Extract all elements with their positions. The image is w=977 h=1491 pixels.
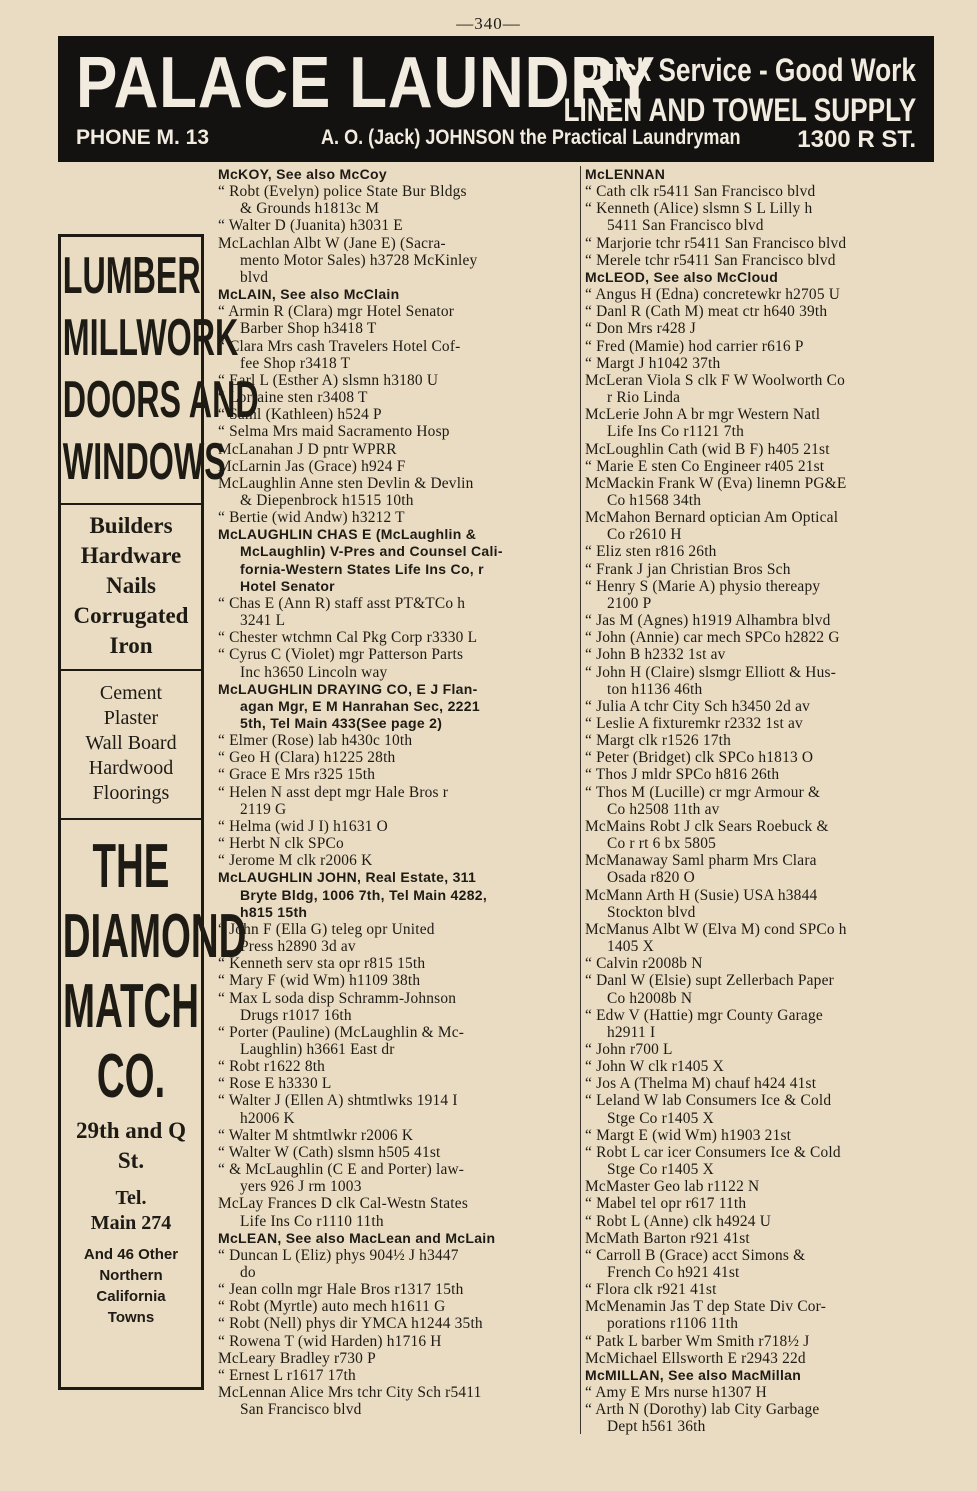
entry-line: porations r1106 11th bbox=[607, 1315, 739, 1333]
entry-line: McLaughlin) V-Pres and Counsel Cali- bbox=[240, 543, 503, 560]
directory-entry bbox=[585, 784, 937, 818]
directory-entry bbox=[218, 1127, 574, 1144]
ad-owner: A. O. (Jack) JOHNSON the Practical Laundryman bbox=[321, 126, 741, 149]
entry-line: “ Marjorie tchr r5411 San Francisco blvd bbox=[585, 234, 847, 252]
entry-line: “ John F (Ella G) teleg opr United bbox=[218, 920, 435, 938]
ad-tagline-1: Quick Service - Good Work bbox=[578, 52, 916, 88]
directory-entry bbox=[218, 441, 574, 458]
directory-entry bbox=[585, 441, 937, 458]
directory-entry bbox=[218, 235, 574, 286]
directory-entry bbox=[218, 406, 574, 423]
directory-entry bbox=[218, 183, 574, 217]
ad-materials-section bbox=[61, 671, 201, 820]
entry-line: “ Mabel tel opr r617 11th bbox=[585, 1195, 747, 1213]
directory-entry bbox=[585, 646, 937, 663]
directory-entry bbox=[218, 475, 574, 509]
directory-entry bbox=[585, 1178, 937, 1195]
ad-materials-line: Wall Board bbox=[85, 732, 177, 754]
entry-line: do bbox=[240, 1264, 256, 1281]
directory-entry bbox=[585, 252, 937, 269]
entry-line: “ Helen N asst dept mgr Hale Bros r bbox=[218, 783, 449, 801]
ad-hardware-line: Iron bbox=[109, 633, 153, 658]
entry-line: Bryte Bldg, 1006 7th, Tel Main 4282, bbox=[240, 886, 488, 903]
entry-line: Co h1568 34th bbox=[607, 491, 702, 509]
directory-entry bbox=[585, 1247, 937, 1281]
entry-line: 5411 San Francisco blvd bbox=[607, 217, 764, 235]
entry-line: “ Edw V (Hattie) mgr County Garage bbox=[585, 1006, 823, 1024]
directory-entry bbox=[585, 698, 937, 715]
entry-line: Co h2008b N bbox=[607, 989, 693, 1007]
directory-entry bbox=[585, 921, 937, 955]
directory-entry bbox=[218, 972, 574, 989]
entry-line: Stge Co r1405 X bbox=[607, 1109, 714, 1127]
directory-entry bbox=[218, 1350, 574, 1367]
directory-entry bbox=[585, 578, 937, 612]
entry-line: “ Eliz sten r816 26th bbox=[585, 543, 717, 561]
ad-match-towns-line: California bbox=[96, 1288, 166, 1305]
directory-entry bbox=[218, 835, 574, 852]
entry-line: “ John B h2332 1st av bbox=[585, 646, 726, 664]
directory-entry bbox=[585, 543, 937, 560]
directory-entry bbox=[585, 475, 937, 509]
directory-heading bbox=[218, 869, 574, 920]
directory-entry bbox=[585, 715, 937, 732]
directory-entry bbox=[585, 1195, 937, 1212]
ad-match-tel-line: Tel. bbox=[115, 1187, 147, 1209]
directory-entry bbox=[585, 338, 937, 355]
ad-match-address-line: 29th and Q bbox=[76, 1118, 186, 1143]
entry-line: McLAUGHLIN CHAS E (McLaughlin & bbox=[218, 526, 477, 543]
entry-line: “ Jos A (Thelma M) chauf h424 41st bbox=[585, 1075, 817, 1093]
entry-line: McLENNAN bbox=[585, 166, 666, 182]
directory-entry bbox=[585, 749, 937, 766]
ad-lumber-line: MILLWORK bbox=[62, 309, 239, 367]
entry-line: McMichael Ellsworth E r2943 22d bbox=[585, 1349, 806, 1367]
directory-entry bbox=[218, 1247, 574, 1281]
directory-entry bbox=[585, 561, 937, 578]
ad-materials-line: Plaster bbox=[103, 707, 159, 729]
entry-line: “ Lorraine sten r3408 T bbox=[218, 389, 368, 407]
directory-entry bbox=[585, 1350, 937, 1367]
directory-entry bbox=[585, 1075, 937, 1092]
directory-entry bbox=[218, 1367, 574, 1384]
entry-line: McManus Albt W (Elva M) cond SPCo h bbox=[585, 920, 847, 938]
directory-entry bbox=[585, 286, 937, 303]
entry-line: “ Margt E (wid Wm) h1903 21st bbox=[585, 1126, 792, 1144]
directory-entry bbox=[218, 749, 574, 766]
entry-line: McLanahan J D pntr WPRR bbox=[218, 440, 397, 458]
directory-heading bbox=[218, 286, 574, 303]
ad-tagline-2: LINEN AND TOWEL SUPPLY bbox=[563, 92, 916, 128]
directory-entry bbox=[585, 1230, 937, 1247]
entry-line: “ Marie E sten Co Engineer r405 21st bbox=[585, 457, 825, 475]
directory-entry bbox=[218, 338, 574, 372]
entry-line: Co h2508 11th av bbox=[607, 800, 720, 818]
entry-line: “ John r700 L bbox=[585, 1040, 673, 1058]
entry-line: “ Chas E (Ann R) staff asst PT&TCo h bbox=[218, 594, 466, 612]
entry-line: French Co h921 41st bbox=[607, 1264, 740, 1281]
entry-line: Life Ins Co r1121 7th bbox=[607, 423, 744, 441]
directory-entry bbox=[218, 1024, 574, 1058]
directory-entry bbox=[585, 303, 937, 320]
entry-line: McLay Frances D clk Cal-Westn States bbox=[218, 1195, 469, 1213]
directory-entry bbox=[585, 1058, 937, 1075]
entry-line: Drugs r1017 16th bbox=[240, 1006, 352, 1024]
entry-line: “ Patk L barber Wm Smith r718½ J bbox=[585, 1332, 810, 1350]
ad-match-line: MATCH bbox=[63, 972, 199, 1041]
entry-line: “ Amy E Mrs nurse h1307 H bbox=[585, 1384, 767, 1402]
entry-line: Co r2610 H bbox=[607, 526, 682, 544]
directory-entry bbox=[585, 629, 937, 646]
entry-line: “ John W clk r1405 X bbox=[585, 1058, 724, 1076]
directory-entry bbox=[585, 200, 937, 234]
directory-entry bbox=[218, 389, 574, 406]
directory-heading bbox=[218, 166, 574, 183]
entry-line: Laughlin) h3661 East dr bbox=[240, 1040, 395, 1058]
directory-entry bbox=[585, 818, 937, 852]
entry-line: “ Chester wtchmn Cal Pkg Corp r3330 L bbox=[218, 629, 478, 647]
entry-line: McMackin Frank W (Eva) linemn PG&E bbox=[585, 474, 847, 492]
ad-match-towns-line: Northern bbox=[99, 1267, 163, 1284]
ad-lumber-line: DOORS AND bbox=[62, 371, 259, 429]
directory-entry bbox=[218, 1144, 574, 1161]
entry-line: McLAIN, See also McClain bbox=[218, 286, 400, 303]
entry-line: h2911 I bbox=[607, 1023, 656, 1041]
entry-line: 2100 P bbox=[607, 594, 652, 612]
entry-line: McLachlan Albt W (Jane E) (Sacra- bbox=[218, 234, 446, 252]
entry-line: “ & McLaughlin (C E and Porter) law- bbox=[218, 1161, 465, 1179]
entry-line: “ Calvin r2008b N bbox=[585, 955, 703, 973]
ad-match-line: CO. bbox=[96, 1042, 166, 1111]
entry-line: h815 15th bbox=[240, 903, 308, 920]
directory-entry bbox=[585, 612, 937, 629]
entry-line: “ Jerome M clk r2006 K bbox=[218, 852, 373, 870]
entry-line: & Diepenbrock h1515 10th bbox=[240, 491, 414, 509]
ad-hardware-line: Nails bbox=[106, 573, 156, 598]
entry-line: Co r rt 6 bx 5805 bbox=[607, 835, 716, 853]
directory-entry bbox=[585, 509, 937, 543]
entry-line: “ Duncan L (Eliz) phys 904½ J h3447 bbox=[218, 1246, 459, 1264]
entry-line: mento Motor Sales) h3728 McKinley bbox=[240, 251, 478, 269]
ad-hardware-line: Corrugated bbox=[73, 603, 189, 628]
entry-line: “ Saml (Kathleen) h524 P bbox=[218, 406, 382, 424]
directory-heading bbox=[218, 681, 574, 732]
ad-match-address-line: St. bbox=[117, 1148, 145, 1173]
entry-line: “ Max L soda disp Schramm-Johnson bbox=[218, 989, 457, 1007]
directory-column-right bbox=[585, 166, 937, 1436]
ad-phone: PHONE M. 13 bbox=[76, 126, 210, 149]
entry-line: “ Cyrus C (Violet) mgr Patterson Parts bbox=[218, 646, 464, 664]
ad-match-towns-line: And 46 Other bbox=[83, 1246, 179, 1263]
entry-line: 5th, Tel Main 433(See page 2) bbox=[240, 715, 443, 731]
ad-lumber-line: WINDOWS bbox=[62, 433, 226, 491]
entry-line: “ Helma (wid J I) h1631 O bbox=[218, 817, 388, 835]
directory-entry bbox=[585, 1007, 937, 1041]
entry-line: “ Herbt N clk SPCo bbox=[218, 835, 344, 853]
entry-line: fee Shop r3418 T bbox=[240, 354, 351, 372]
entry-line: “ Angus H (Edna) concretewkr h2705 U bbox=[585, 286, 841, 304]
entry-line: “ Danl W (Elsie) supt Zellerbach Paper bbox=[585, 972, 834, 990]
directory-entry bbox=[218, 509, 574, 526]
directory-entry bbox=[218, 629, 574, 646]
directory-entry bbox=[585, 372, 937, 406]
entry-line: Osada r820 O bbox=[607, 869, 695, 887]
directory-entry bbox=[585, 406, 937, 440]
entry-line: Stockton blvd bbox=[607, 903, 696, 921]
directory-entry bbox=[218, 1092, 574, 1126]
directory-entry bbox=[218, 303, 574, 337]
entry-line: “ Carroll B (Grace) acct Simons & bbox=[585, 1246, 806, 1264]
entry-line: “ Flora clk r921 41st bbox=[585, 1281, 717, 1299]
entry-line: “ Danl R (Cath M) meat ctr h640 39th bbox=[585, 303, 828, 321]
entry-line: yers 926 J rm 1003 bbox=[240, 1178, 362, 1196]
directory-entry bbox=[218, 1333, 574, 1350]
entry-line: McLeran Viola S clk F W Woolworth Co bbox=[585, 371, 845, 389]
directory-entry bbox=[585, 1333, 937, 1350]
directory-heading bbox=[585, 1367, 937, 1384]
directory-entry bbox=[218, 1058, 574, 1075]
entry-line: “ Armin R (Clara) mgr Hotel Senator bbox=[218, 303, 455, 321]
directory-entry bbox=[585, 458, 937, 475]
directory-entry bbox=[585, 1213, 937, 1230]
directory-entry bbox=[585, 183, 937, 200]
directory-heading bbox=[585, 166, 937, 183]
directory-entry bbox=[218, 852, 574, 869]
directory-entry bbox=[585, 1384, 937, 1401]
entry-line: “ Kenneth (Alice) slsmn S L Lilly h bbox=[585, 200, 813, 218]
directory-entry bbox=[218, 1161, 574, 1195]
directory-entry bbox=[218, 784, 574, 818]
entry-line: “ Leslie A fixturemkr r2332 1st av bbox=[585, 715, 803, 732]
entry-line: “ Robt (Myrtle) auto mech h1611 G bbox=[218, 1298, 446, 1316]
entry-line: Press h2890 3d av bbox=[240, 938, 356, 956]
entry-line: h2006 K bbox=[240, 1109, 295, 1127]
directory-entry bbox=[218, 1298, 574, 1315]
entry-line: “ Cath clk r5411 San Francisco blvd bbox=[585, 183, 816, 201]
entry-line: “ Walter M shtmtlwkr r2006 K bbox=[218, 1126, 414, 1144]
entry-line: “ Jean colln mgr Hale Bros r1317 15th bbox=[218, 1281, 464, 1299]
ad-match-tel-line: Main 274 bbox=[90, 1212, 172, 1234]
directory-entry bbox=[585, 1401, 937, 1435]
directory-entry bbox=[218, 646, 574, 680]
directory-heading bbox=[218, 526, 574, 595]
directory-entry bbox=[585, 1298, 937, 1332]
entry-line: “ Merele tchr r5411 San Francisco blvd bbox=[585, 251, 836, 269]
entry-line: McLarnin Jas (Grace) h924 F bbox=[218, 457, 406, 475]
entry-line: 2119 G bbox=[240, 800, 287, 818]
directory-entry bbox=[585, 355, 937, 372]
entry-line: McMann Arth H (Susie) USA h3844 bbox=[585, 886, 818, 904]
directory-entry bbox=[218, 1384, 574, 1418]
directory-entry bbox=[585, 320, 937, 337]
directory-entry bbox=[585, 887, 937, 921]
entry-line: McLaughlin Anne sten Devlin & Devlin bbox=[218, 474, 474, 492]
entry-line: “ Frank J jan Christian Bros Sch bbox=[585, 560, 791, 578]
ad-hardware-line: Builders bbox=[89, 513, 173, 538]
entry-line: “ Peter (Bridget) clk SPCo h1813 O bbox=[585, 749, 814, 767]
entry-line: “ John H (Claire) slsmgr Elliott & Hus- bbox=[585, 663, 837, 681]
entry-line: “ Arth N (Dorothy) lab City Garbage bbox=[585, 1401, 820, 1419]
entry-line: “ Robt (Nell) phys dir YMCA h1244 35th bbox=[218, 1315, 483, 1333]
entry-line: McLAUGHLIN DRAYING CO, E J Flan- bbox=[218, 680, 478, 697]
directory-entry bbox=[218, 458, 574, 475]
entry-line: blvd bbox=[240, 268, 269, 286]
entry-line: ton h1136 46th bbox=[607, 680, 703, 698]
directory-entry bbox=[218, 1281, 574, 1298]
entry-line: “ Margt J h1042 37th bbox=[585, 354, 721, 372]
directory-entry bbox=[585, 955, 937, 972]
directory-entry bbox=[218, 423, 574, 440]
entry-line: McLeary Bradley r730 P bbox=[218, 1349, 376, 1367]
directory-entry bbox=[218, 990, 574, 1024]
entry-line: McLerie John A br mgr Western Natl bbox=[585, 406, 821, 424]
entry-line: “ Leland W lab Consumers Ice & Cold bbox=[585, 1092, 832, 1110]
entry-line: & Grounds h1813c M bbox=[240, 200, 380, 218]
entry-line: McMath Barton r921 41st bbox=[585, 1229, 750, 1247]
entry-line: McMaster Geo lab r1122 N bbox=[585, 1178, 760, 1196]
directory-entry bbox=[585, 852, 937, 886]
entry-line: “ Earl L (Esther A) slsmn h3180 U bbox=[218, 371, 439, 389]
entry-line: “ Mary F (wid Wm) h1109 38th bbox=[218, 972, 421, 990]
entry-line: McMahon Bernard optician Am Optical bbox=[585, 509, 839, 527]
ad-match-towns bbox=[61, 1244, 201, 1328]
entry-line: McMILLAN, See also MacMillan bbox=[585, 1366, 802, 1383]
ad-match-section bbox=[61, 820, 247, 1334]
entry-line: “ Robt L car icer Consumers Ice & Cold bbox=[585, 1143, 841, 1161]
ad-address: 1300 R ST. bbox=[797, 126, 916, 153]
directory-column-middle bbox=[218, 166, 574, 1418]
entry-line: “ Selma Mrs maid Sacramento Hosp bbox=[218, 423, 450, 441]
entry-line: “ Robt L (Anne) clk h4924 U bbox=[585, 1212, 772, 1230]
directory-entry bbox=[585, 1041, 937, 1058]
ad-hardware-section bbox=[61, 505, 201, 671]
entry-line: 3241 L bbox=[240, 612, 286, 630]
entry-line: “ Clara Mrs cash Travelers Hotel Cof- bbox=[218, 337, 461, 355]
entry-line: McLEOD, See also McCloud bbox=[585, 268, 779, 285]
directory-entry bbox=[585, 732, 937, 749]
entry-line: Stge Co r1405 X bbox=[607, 1161, 714, 1179]
directory-entry bbox=[218, 955, 574, 972]
entry-line: “ Margt clk r1526 17th bbox=[585, 732, 732, 750]
ad-materials-line: Floorings bbox=[92, 782, 170, 804]
entry-line: Life Ins Co r1110 11th bbox=[240, 1212, 384, 1230]
entry-line: “ Grace E Mrs r325 15th bbox=[218, 766, 376, 784]
page-number: —340— bbox=[456, 14, 521, 33]
ad-lumber-line: LUMBER bbox=[62, 247, 201, 305]
directory-entry bbox=[218, 818, 574, 835]
entry-line: “ Elmer (Rose) lab h430c 10th bbox=[218, 732, 413, 750]
directory-entry bbox=[585, 1127, 937, 1144]
entry-line: McManaway Saml pharm Mrs Clara bbox=[585, 852, 817, 870]
entry-line: “ Bertie (wid Andw) h3212 T bbox=[218, 509, 405, 527]
entry-line: McLennan Alice Mrs tchr City Sch r5411 bbox=[218, 1384, 482, 1402]
directory-entry bbox=[218, 1315, 574, 1332]
entry-line: “ Don Mrs r428 J bbox=[585, 320, 696, 338]
entry-line: “ Henry S (Marie A) physio thereapy bbox=[585, 577, 821, 595]
entry-line: “ Robt (Evelyn) police State Bur Bldgs bbox=[218, 183, 467, 201]
directory-entry bbox=[218, 217, 574, 234]
directory-entry bbox=[218, 921, 574, 955]
entry-line: McKOY, See also McCoy bbox=[218, 166, 387, 182]
entry-line: “ Julia A tchr City Sch h3450 2d av bbox=[585, 697, 811, 715]
directory-heading bbox=[585, 269, 937, 286]
entry-line: Inc h3650 Lincoln way bbox=[240, 663, 388, 681]
directory-entry bbox=[585, 1144, 937, 1178]
ad-match-line: DIAMOND bbox=[62, 902, 247, 971]
entry-line: “ Geo H (Clara) h1225 28th bbox=[218, 749, 396, 767]
directory-entry bbox=[218, 766, 574, 783]
directory-heading bbox=[218, 1230, 574, 1247]
directory-entry bbox=[218, 1195, 574, 1229]
entry-line: San Francisco blvd bbox=[240, 1401, 362, 1419]
entry-line: “ Ernest L r1617 17th bbox=[218, 1366, 356, 1384]
entry-line: “ Rose E h3330 L bbox=[218, 1075, 332, 1093]
directory-entry bbox=[218, 1075, 574, 1092]
entry-line: Hotel Senator bbox=[240, 577, 335, 594]
entry-line: McLAUGHLIN JOHN, Real Estate, 311 bbox=[218, 869, 477, 886]
entry-line: “ Robt r1622 8th bbox=[218, 1058, 326, 1076]
entry-line: “ Fred (Mamie) hod carrier r616 P bbox=[585, 337, 804, 355]
ad-title: PALACE LAUNDRY bbox=[76, 43, 656, 123]
column-divider bbox=[580, 166, 581, 1434]
entry-line: “ John (Annie) car mech SPCo h2822 G bbox=[585, 629, 840, 647]
entry-line: 1405 X bbox=[607, 938, 654, 956]
entry-line: Dept h561 36th bbox=[607, 1418, 706, 1436]
entry-line: agan Mgr, E M Hanrahan Sec, 2221 bbox=[240, 697, 480, 714]
directory-entry bbox=[585, 766, 937, 783]
entry-line: “ Walter J (Ellen A) shtmtlwks 1914 I bbox=[218, 1092, 458, 1110]
entry-line: McLoughlin Cath (wid B F) h405 21st bbox=[585, 440, 830, 458]
ad-materials-line: Cement bbox=[99, 682, 163, 704]
directory-entry bbox=[218, 732, 574, 749]
ad-materials-line: Hardwood bbox=[88, 757, 174, 779]
entry-line: McLEAN, See also MacLean and McLain bbox=[218, 1229, 496, 1246]
directory-entry bbox=[218, 595, 574, 629]
entry-line: “ Kenneth serv sta opr r815 15th bbox=[218, 955, 426, 973]
directory-entry bbox=[585, 1281, 937, 1298]
ad-match-tel bbox=[61, 1186, 201, 1236]
entry-line: fornia-Western States Life Ins Co, r bbox=[240, 560, 484, 577]
entry-line: “ Thos J mldr SPCo h816 26th bbox=[585, 766, 780, 784]
entry-line: “ Walter D (Juanita) h3031 E bbox=[218, 217, 403, 235]
entry-line: “ Porter (Pauline) (McLaughlin & Mc- bbox=[218, 1023, 465, 1041]
entry-line: “ Walter W (Cath) slsmn h505 41st bbox=[218, 1143, 441, 1161]
ad-match-line: THE bbox=[92, 832, 170, 901]
ad-match-towns-line: Towns bbox=[107, 1309, 155, 1326]
ad-match-address bbox=[61, 1116, 201, 1176]
entry-line: McMenamin Jas T dep State Div Cor- bbox=[585, 1298, 827, 1316]
entry-line: r Rio Linda bbox=[607, 389, 681, 407]
directory-entry bbox=[585, 235, 937, 252]
directory-entry bbox=[585, 972, 937, 1006]
palace-laundry-ad bbox=[58, 36, 934, 162]
directory-entry bbox=[585, 1092, 937, 1126]
ad-hardware-line: Hardware bbox=[80, 543, 182, 568]
directory-entry bbox=[585, 664, 937, 698]
directory-entry bbox=[218, 372, 574, 389]
entry-line: McMains Robt J clk Sears Roebuck & bbox=[585, 817, 829, 835]
entry-line: Barber Shop h3418 T bbox=[240, 320, 377, 338]
entry-line: “ Thos M (Lucille) cr mgr Armour & bbox=[585, 783, 821, 801]
entry-line: “ Jas M (Agnes) h1919 Alhambra blvd bbox=[585, 612, 831, 630]
entry-line: “ Rowena T (wid Harden) h1716 H bbox=[218, 1332, 442, 1350]
